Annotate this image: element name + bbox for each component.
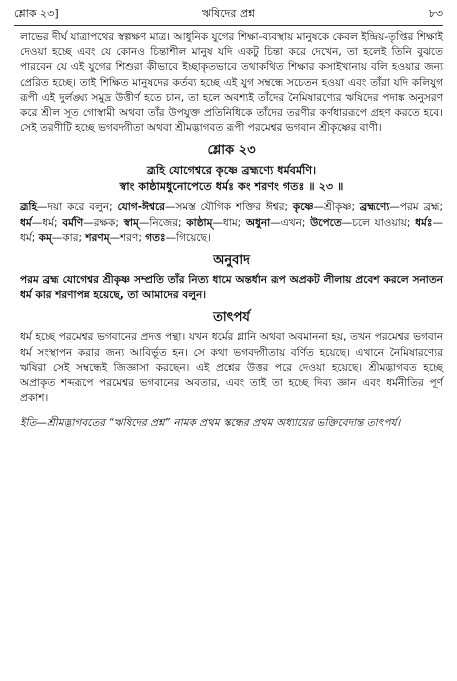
synonym-word: গতঃ <box>145 231 166 244</box>
synonym-meaning: কার <box>62 231 79 244</box>
synonym-meaning: ধর্ম <box>42 216 54 229</box>
synonym-word: বর্মণি <box>62 216 84 229</box>
verse-heading: শ্লোক ২৩ <box>207 143 256 159</box>
synonym-meaning: গিয়েছে <box>176 231 207 244</box>
synonym-meaning: শরণ <box>120 231 139 244</box>
synonym-word: কৃষ্ণে <box>292 201 314 214</box>
colophon-suffix: নামক প্রথম স্কন্ধের প্রথম অধ্যায়ের ভক্তিবেদান্ত তাৎপর্য। <box>173 417 401 430</box>
synonym-word: উপেতে <box>310 216 342 229</box>
synonym-meaning: ধাম <box>222 216 238 229</box>
synonyms: ব্রূহি—দয়া করে বলুন; যোগ-ঈশ্বরে—সমস্ত যৌগিক শক্তির ঈশ্বর; কৃষ্ণে—শ্রীকৃষ্ণ; ব্রহ্মণ্যে—পরম ব্রহ্ম; ধর্ম—ধর্ম; বর্মণি—রক্ষক; স্বাম্—নিজের; কাষ্ঠাম্—ধাম; অধুনা—এখন; উপেতে—চলে যাওয়ায়; ধর্মঃ—ধর্ম; কম্—কার; শরণম্—শরণ; গতঃ—গিয়েছে। <box>20 201 443 244</box>
purport-heading: তাৎপর্য <box>213 310 250 326</box>
translation-text: পরম ব্রহ্ম যোগেশ্বর শ্রীকৃষ্ণ সম্প্রতি তাঁর নিত্য ধামে অন্তর্ধান রূপ অপ্রকট লীলায় প্রবেশ করলে সনাতন ধর্ম কার শরণাপন্ন হয়েছে, তা আমাদের বলুন। <box>20 274 443 302</box>
header-chapter-title: ঋষিদের প্রশ্ন <box>201 7 256 20</box>
verse-line-1: ব্রূহি যোগেশ্বরে কৃষ্ণে ব্রহ্মণ্যে ধর্মবর্মণি। <box>146 164 317 178</box>
purport-continued: লাভের দীর্ঘ যাত্রাপথের স্বল্পক্ষণ মাত্র। আধুনিক যুগের শিক্ষা-ব্যবস্থায় মানুষকে কেবল ইন্দ্রিয়-তৃপ্তির শিক্ষাই দেওয়া হচ্ছে এবং যে কোনও চিন্তাশীল মানুষ যদি একটু চিন্তা করে দেখেন, তা হলেই তিনি বুঝতে পারবেন যে এই যুগের শিশুরা কীভাবে ইচ্ছাকৃতভাবে তথাকথিত শিক্ষার কসাইখানায় বলি হওয়ার জন্য প্রেরিত হচ্ছে। তাই শিক্ষিত মানুষদের কর্তব্য হচ্ছে এই যুগ সম্বন্ধে সচেতন হওয়া এবং তাঁরা যদি কলিযুগ রূপী এই দুর্লঙ্ঘ্য সমুদ্র উত্তীর্ণ হতে চান, তা হলে অবশ্যই তাঁদের নৈমিষারণ্যের ঋষিদের পদাঙ্ক অনুসরণ করে শ্রীল সূত গোস্বামী অথবা তাঁর উপযুক্ত প্রতিনিধিকে তাঁদের তরণীর কর্ণধাররূপে গ্রহণ করতে হবে। সেই তরণীটি হচ্ছে ভগবদ্গীতা অথবা শ্রীমদ্ভাগবত রূপী পরমেশ্বর ভগবান শ্রীকৃষ্ণের বাণী। <box>20 31 443 135</box>
colophon-prefix: ইতি—শ্রীমদ্ভাগবতের <box>20 417 105 430</box>
running-header <box>14 4 443 24</box>
synonym-word: শরণম্ <box>85 231 110 244</box>
synonym-meaning: রক্ষক <box>93 216 116 229</box>
synonym-word: যোগ-ঈশ্বরে <box>117 201 165 214</box>
synonym-word: অধুনা <box>245 216 271 229</box>
synonym-meaning: পরম ব্রহ্ম <box>399 201 440 214</box>
synonym-meaning: শ্রীকৃষ্ণ <box>324 201 352 214</box>
synonym-meaning: দয়া করে বলুন <box>47 201 110 214</box>
synonym-meaning: ধর্ম <box>20 231 32 244</box>
synonym-meaning: এখন <box>280 216 302 229</box>
synonym-word: স্বাম্ <box>123 216 139 229</box>
synonym-meaning: সমস্ত যৌগিক শক্তির ঈশ্বর <box>175 201 285 214</box>
synonym-word: ব্রহ্মণ্যে <box>359 201 390 214</box>
page-body <box>20 30 443 432</box>
synonym-word: ধর্ম <box>20 216 32 229</box>
synonym-word: ব্রূহি <box>20 201 38 214</box>
synonym-meaning: নিজের <box>149 216 179 229</box>
synonym-meaning: চলে যাওয়ায় <box>352 216 407 229</box>
synonym-word: কম্ <box>38 231 52 244</box>
synonym-word: কাষ্ঠাম্ <box>186 216 213 229</box>
translation-heading: অনুবাদ <box>213 253 250 269</box>
header-rule <box>14 25 443 26</box>
colophon-chapter-title: “ঋষিদের প্রশ্ন” <box>108 417 170 430</box>
verse-line-2: স্বাং কাষ্ঠামধুনোপেতে ধর্মঃ কং শরণং গতঃ ॥ ২৩ ॥ <box>119 180 344 194</box>
header-verse-ref: শ্লোক ২৩] <box>14 7 59 20</box>
chapter-colophon <box>20 416 443 431</box>
page-number: ৮৩ <box>428 7 443 20</box>
synonym-word: ধর্মঃ <box>415 216 433 229</box>
purport-text: ধর্ম হচ্ছে পরমেশ্বর ভগবানের প্রদত্ত পন্থা। যখন ধর্মের গ্লানি অথবা অবমাননা হয়, তখন পরমেশ্বর ভগবান ধর্ম সংস্থাপন করার জন্য আবির্ভূত হন। সে কথা ভগবদ্গীতায় বর্ণিত হয়েছে। এখানে নৈমিষারণ্যের ঋষিরা সেই সম্বন্ধেই জিজ্ঞাসা করছেন। এই প্রশ্নের উত্তর পরে দেওয়া হয়েছে। শ্রীমদ্ভাগবত হচ্ছে অপ্রাকৃত শব্দরূপে পরমেশ্বর ভগবানের অবতার, এবং তাই তা হচ্ছে দিব্য জ্ঞান এবং ধর্মনীতির পূর্ণ প্রকাশ। <box>20 331 443 405</box>
